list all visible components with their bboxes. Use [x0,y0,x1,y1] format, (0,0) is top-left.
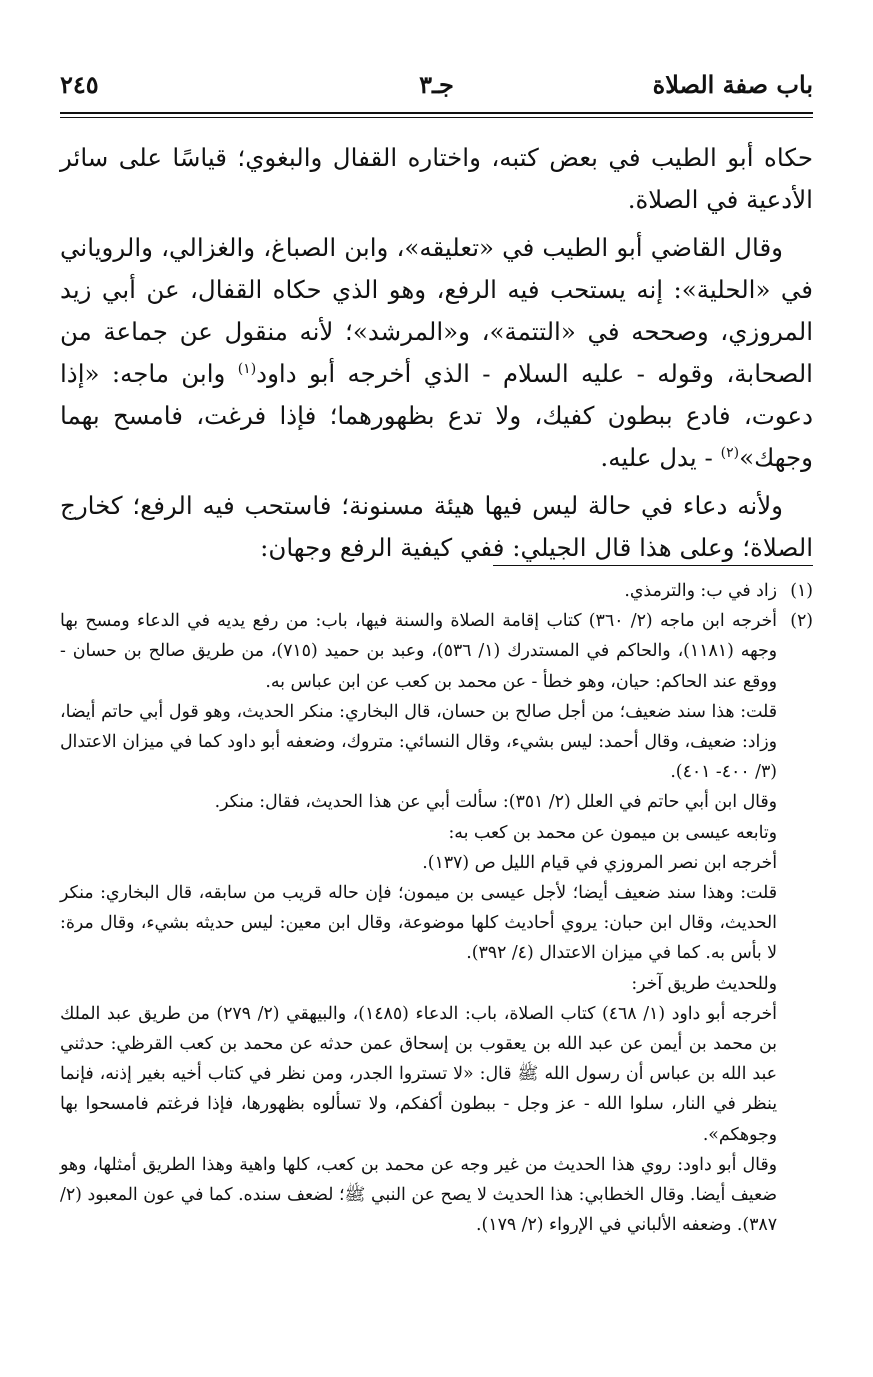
footnote-number: (٢) [790,611,813,632]
footnote-1 [60,576,813,606]
paragraph-3: ولأنه دعاء في حالة ليس فيها هيئة مسنونة؛ فاستحب فيه الرفع؛ كخارج الصلاة؛ وعلى هذا قال الجيلي: ففي كيفية الرفع وجهان: [60,491,813,562]
main-text [60,137,813,575]
footnotes [60,576,813,1240]
footnote-2 [60,606,813,1240]
running-header [60,70,813,110]
page-number: ٢٤٥ [60,70,99,99]
footnote-number: (١) [790,581,813,601]
paragraph-2 [60,227,813,479]
header-rule-thin [60,117,813,118]
paragraph-2-end: - يدل عليه. [600,443,713,472]
note-paragraph: قلت: هذا سند ضعيف؛ من أجل صالح بن حسان، قال البخاري: منكر الحديث، وهو قول أبي حاتم أيضا، وزاد: ضعيف، وقال أحمد: ليس بشيء، وقال النسائي: متروك، وضعفه أبو داود كما في ميزان الاعتدال (٣/ ٤٠٠- ٤٠١). [60,701,777,783]
note-paragraph: قلت: وهذا سند ضعيف أيضا؛ لأجل عيسى بن ميمون؛ فإن حاله قريب من سابقه، قال البخاري: منكر الحديث، وقال ابن حبان: يروي أحاديث كلها موضوعة، وقال ابن معين: ليس حديثه بشيء، وقال مرة: لا بأس به. كما في ميزان الاعتدال (٤/ ٣٩٢). [60,883,777,964]
note-paragraph: وقال أبو داود: روي هذا الحديث من غير وجه عن محمد بن كعب، كلها واهية وهذا الطريق أمثلها، وهو ضعيف أيضا. وقال الخطابي: هذا الحديث لا يصح عن النبي ﷺ؛ لضعف سنده. كما في عون المعبود (٢/ ٣٨٧). وضعفه الألباني في الإرواء (٢/ ١٧٩). [60,1154,777,1236]
paragraph-2-quote: وابن ماجه: «إذا دعوت، فادع ببطون كفيك، ولا تدع بظهورهما؛ فإذا فرغت، فامسح بهما وجهك» [60,359,813,472]
chapter-title: باب صفة الصلاة [652,70,813,99]
note-paragraph: وتابعه عيسى بن ميمون عن محمد بن كعب به: [448,822,777,843]
footnote-text: زاد في ب: والترمذي. [624,581,777,601]
volume-label: جـ٣ [419,70,454,99]
footnote-ref-1[interactable]: (١) [237,360,257,377]
paragraph-1: حكاه أبو الطيب في بعض كتبه، واختاره القفال والبغوي؛ قياسًا على سائر الأدعية في الصلاة. [60,143,813,214]
footnote-ref-2[interactable]: (٢) [720,444,740,461]
note-paragraph: وللحديث طريق آخر: [631,973,777,994]
footnote-text: أخرجه ابن ماجه (٢/ ٣٦٠) كتاب إقامة الصلاة والسنة فيها، باب: من رفع يديه في الدعاء ومسح بها وجهه (١١٨١)، والحاكم في المستدرك (١/ ٥٣٦)، وعبد بن حميد (٧١٥)، من طريق صالح بن حسان - ووقع عند الحاكم: حيان، وهو خطأ - عن محمد بن كعب عن ابن عباس به. [60,611,777,692]
footnote-body [60,606,777,1240]
note-paragraph: أخرجه ابن نصر المروزي في قيام الليل ص (١٣٧). [422,852,777,873]
note-paragraph: أخرجه أبو داود (١/ ٤٦٨) كتاب الصلاة، باب: الدعاء (١٤٨٥)، والبيهقي (٢/ ٢٧٩) من طريق عبد الملك بن محمد بن أيمن عن عبد الله بن يعقوب بن إسحاق عمن حدثه عن محمد بن كعب القرظي: حدثني عبد الله بن عباس أن رسول الله ﷺ قال: «لا تستروا الجدر، ومن نظر في كتاب أخيه بغير إذنه، فإنما ينظر في النار، سلوا الله - عز وجل - ببطون أكفكم، ولا تسألوه بظهورها، فإذا فرغتم فامسحوا بها وجوهكم». [60,1003,777,1145]
paragraph-2-text: وقال القاضي أبو الطيب في «تعليقه»، وابن الصباغ، والغزالي، والروياني في «الحلية»: إنه يستحب فيه الرفع، وهو الذي حكاه القفال، عن أبي زيد المروزي، وصححه في «التتمة»، و«المرشد»؛ لأنه منقول عن جماعة من الصحابة، وقوله - عليه السلام - الذي أخرجه أبو داود [60,233,813,388]
note-paragraph: وقال ابن أبي حاتم في العلل (٢/ ٣٥١): سألت أبي عن هذا الحديث، فقال: منكر. [214,792,777,813]
footnote-separator [493,565,813,566]
header-rule-thick [60,112,813,114]
